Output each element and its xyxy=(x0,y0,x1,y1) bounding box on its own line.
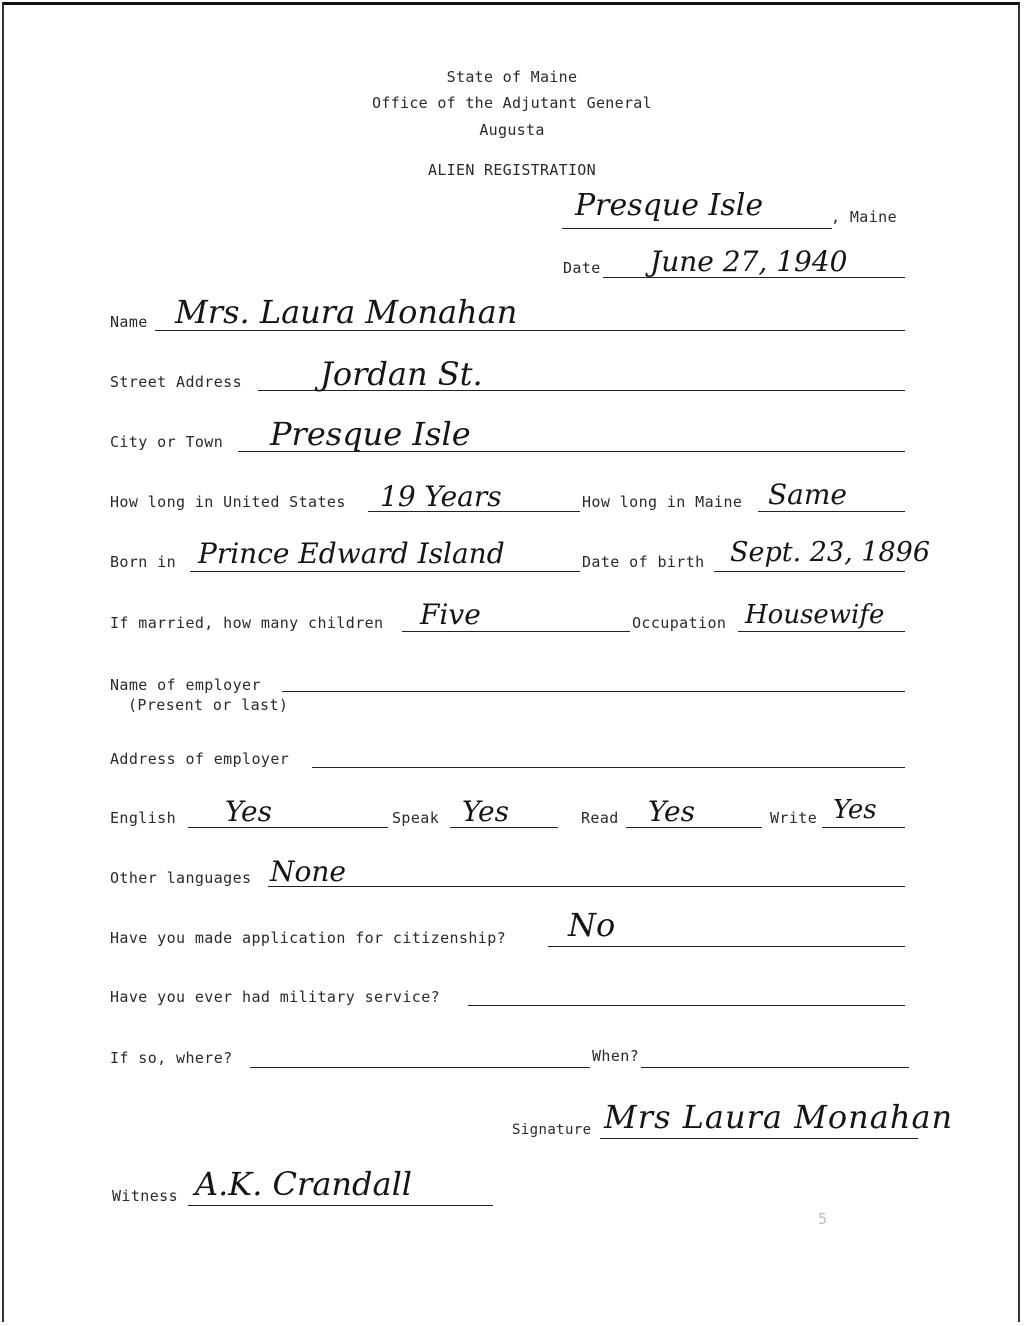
name-label: Name xyxy=(110,313,148,331)
employer-line xyxy=(282,691,905,692)
speak-value: Yes xyxy=(462,795,509,828)
date-label: Date xyxy=(563,259,601,277)
write-line xyxy=(822,827,905,828)
header-state: State of Maine xyxy=(446,68,578,86)
military-line xyxy=(468,1005,905,1006)
speak-label: Speak xyxy=(392,809,440,827)
location-state-label: , Maine xyxy=(831,208,898,226)
english-label: English xyxy=(110,809,177,827)
when-label: When? xyxy=(592,1047,640,1065)
occupation-label: Occupation xyxy=(632,614,727,632)
children-label: If married, how many children xyxy=(110,614,384,632)
location-line xyxy=(562,228,832,229)
city-value: Presque Isle xyxy=(270,415,471,453)
dob-label: Date of birth xyxy=(582,553,705,571)
children-line xyxy=(402,631,630,632)
street-value: Jordan St. xyxy=(320,355,483,393)
name-value: Mrs. Laura Monahan xyxy=(175,293,518,331)
citizenship-value: No xyxy=(568,906,616,944)
read-label: Read xyxy=(581,809,619,827)
dob-line xyxy=(714,571,905,572)
page-stamp-number: 5 xyxy=(818,1210,830,1228)
other-languages-value: None xyxy=(270,855,346,888)
occupation-line xyxy=(738,631,905,632)
write-label: Write xyxy=(770,809,818,827)
other-languages-line xyxy=(268,886,905,887)
signature-line xyxy=(600,1138,918,1139)
born-label: Born in xyxy=(110,553,177,571)
write-value: Yes xyxy=(833,795,877,825)
where-label: If so, where? xyxy=(110,1049,233,1067)
other-languages-label: Other languages xyxy=(110,869,252,887)
dob-value: Sept. 23, 1896 xyxy=(730,537,931,568)
witness-label: Witness xyxy=(112,1187,179,1205)
witness-value: A.K. Crandall xyxy=(195,1165,413,1203)
employer-label: Name of employer xyxy=(110,676,261,694)
city-label: City or Town xyxy=(110,433,224,451)
where-line xyxy=(250,1067,590,1068)
signature-value: Mrs Laura Monahan xyxy=(604,1098,954,1136)
date-value: June 27, 1940 xyxy=(650,245,848,278)
citizenship-line xyxy=(548,946,905,947)
english-value: Yes xyxy=(225,795,272,828)
location-town-value: Presque Isle xyxy=(575,188,764,223)
header-office: Office of the Adjutant General xyxy=(372,94,652,112)
signature-label: Signature xyxy=(512,1122,592,1138)
witness-line xyxy=(188,1205,493,1206)
born-line xyxy=(190,571,580,572)
years-maine-line xyxy=(758,511,905,512)
children-value: Five xyxy=(420,598,481,631)
employer-address-line xyxy=(312,767,905,768)
years-us-value: 19 Years xyxy=(380,480,502,513)
years-maine-label: How long in Maine xyxy=(582,493,743,511)
citizenship-label: Have you made application for citizenship? xyxy=(110,929,507,947)
form-title: ALIEN REGISTRATION xyxy=(428,161,596,179)
employer-address-label: Address of employer xyxy=(110,750,290,768)
military-label: Have you ever had military service? xyxy=(110,988,441,1006)
header-city: Augusta xyxy=(479,121,545,139)
years-us-label: How long in United States xyxy=(110,493,346,511)
read-value: Yes xyxy=(648,795,695,828)
years-maine-value: Same xyxy=(768,478,847,511)
when-line xyxy=(641,1067,909,1068)
english-line xyxy=(188,827,388,828)
born-value: Prince Edward Island xyxy=(198,537,505,570)
employer-sublabel: (Present or last) xyxy=(128,696,289,714)
occupation-value: Housewife xyxy=(745,600,885,630)
street-label: Street Address xyxy=(110,373,243,391)
